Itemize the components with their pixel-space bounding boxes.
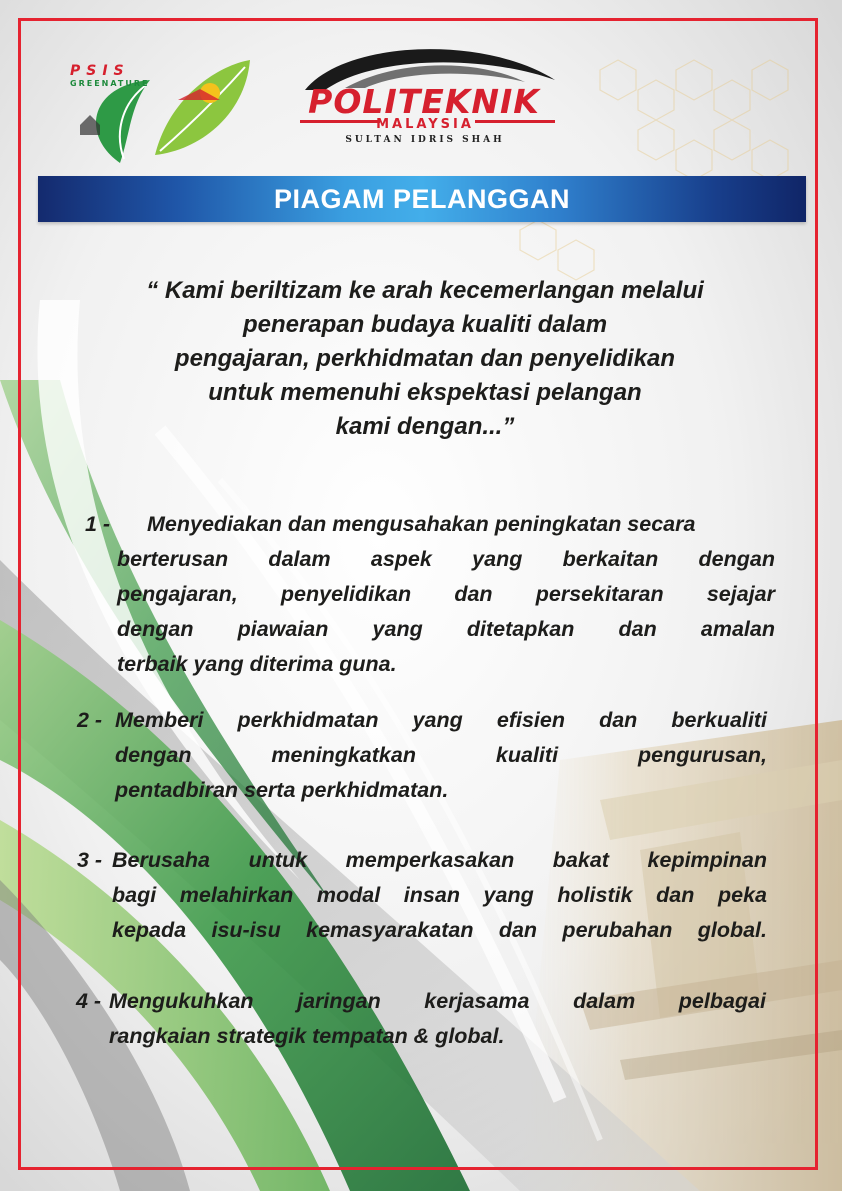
charter-item-line: rangkaian strategik tempatan & global. [109,1024,505,1048]
charter-item-line: pentadbiran serta perkhidmatan. [115,778,449,802]
psis-logo-title: PSIS [70,63,130,79]
charter-item-number: 3 - [77,848,103,872]
charter-item-line: Berusaha untuk memperkasakan bakat kepimpinan [112,848,767,872]
charter-item-line: Mengukuhkan jaringan kerjasama dalam pelbagai [109,989,766,1013]
charter-item-line: dengan meningkatkan kualiti pengurusan, [115,743,767,767]
charter-item-line: terbaik yang diterima guna. [117,652,397,676]
charter-item-line: dengan piawaian yang ditetapkan dan amalan [117,617,775,641]
charter-item-line: kepada isu-isu kemasyarakatan dan perubahan global. [112,918,767,942]
charter-item-body [115,703,767,808]
charter-item-number: 4 - [76,989,102,1013]
motto-line: pengajaran, perkhidmatan dan penyelidikan [174,345,676,372]
charter-item-line: pengajaran, penyelidikan dan persekitaran sejajar [117,582,775,606]
motto-line: untuk memenuhi ekspektasi pelangan [208,379,642,406]
charter-item-number: 1 - [85,512,111,536]
page-title: PIAGAM PELANGGAN [273,183,570,214]
politeknik-logo-campus: SULTAN IDRIS SHAH [345,135,505,145]
charter-item-number: 2 - [77,708,103,732]
charter-item-line: Menyediakan dan mengusahakan peningkatan secara [147,512,696,536]
title-banner [38,176,806,222]
charter-item-line: Memberi perkhidmatan yang efisien dan berkualiti [115,708,767,732]
politeknik-logo-country: MALAYSIA [376,117,474,132]
charter-item-line: bagi melahirkan modal insan yang holistik dan peka [112,883,767,907]
charter-item-line: berterusan dalam aspek yang berkaitan dengan [117,547,775,571]
motto-quote [95,274,755,444]
politeknik-logo-name: POLITEKNIK [308,82,540,121]
motto-line: penerapan budaya kualiti dalam [242,311,608,338]
charter-item-body [117,507,775,682]
charter-item-body [112,843,767,948]
charter-item-body [109,984,766,1054]
motto-line: “ Kami beriltizam ke arah kecemerlangan melalui [146,277,704,304]
psis-logo-subtitle: GREENATURE [70,79,150,88]
motto-line: kami dengan...” [335,413,515,440]
